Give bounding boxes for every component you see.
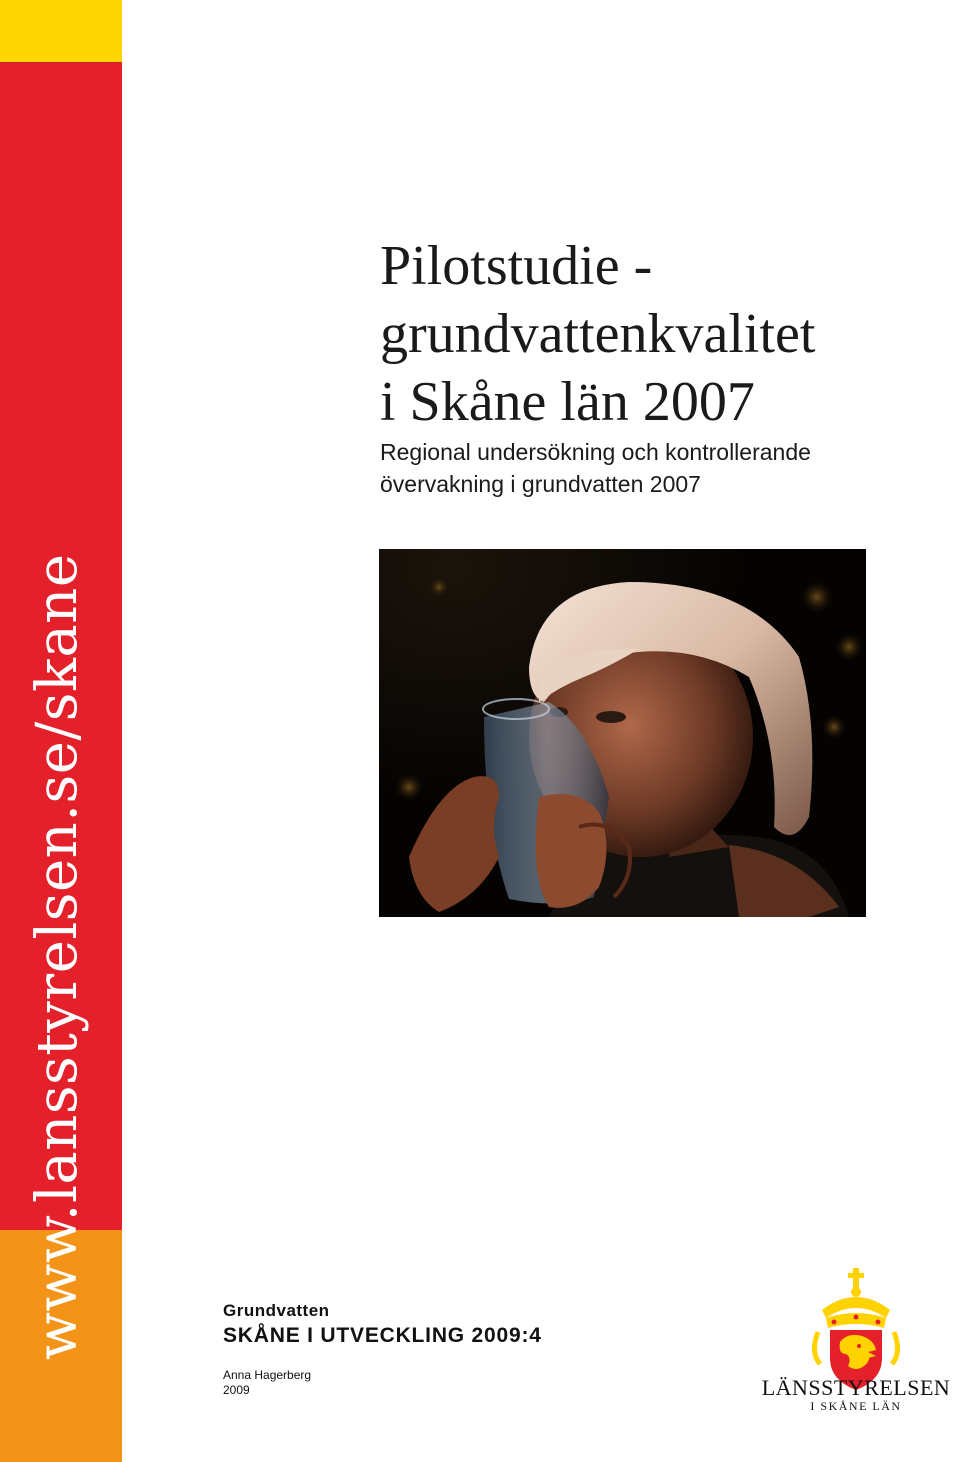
logo-name: LÄNSSTYRELSEN (761, 1375, 951, 1400)
author-name: Anna Hagerberg (223, 1368, 312, 1382)
series-name: SKÅNE I UTVECKLING 2009:4 (223, 1324, 542, 1347)
report-subtitle (380, 436, 940, 500)
author-info (223, 1368, 311, 1398)
title-line-3: i Skåne län 2007 (380, 371, 755, 433)
cover-photo (379, 527, 866, 917)
website-url[interactable]: www.lansstyrelsen.se/skane (25, 553, 90, 1360)
sidebar-yellow-band (0, 0, 122, 62)
color-sidebar (0, 0, 122, 1462)
subtitle-line-1: Regional undersökning och kontrollerande (380, 439, 811, 465)
child-drinking-water-icon (379, 527, 866, 917)
report-series (223, 1300, 643, 1350)
title-line-1: Pilotstudie - (380, 235, 653, 297)
logo-region: I SKÅNE LÄN (810, 1399, 902, 1413)
subtitle-line-2: övervakning i grundvatten 2007 (380, 471, 701, 497)
publication-year: 2009 (223, 1383, 250, 1397)
report-title (380, 232, 940, 436)
series-category: Grundvatten (223, 1301, 330, 1320)
title-line-2: grundvattenkvalitet (380, 303, 816, 365)
